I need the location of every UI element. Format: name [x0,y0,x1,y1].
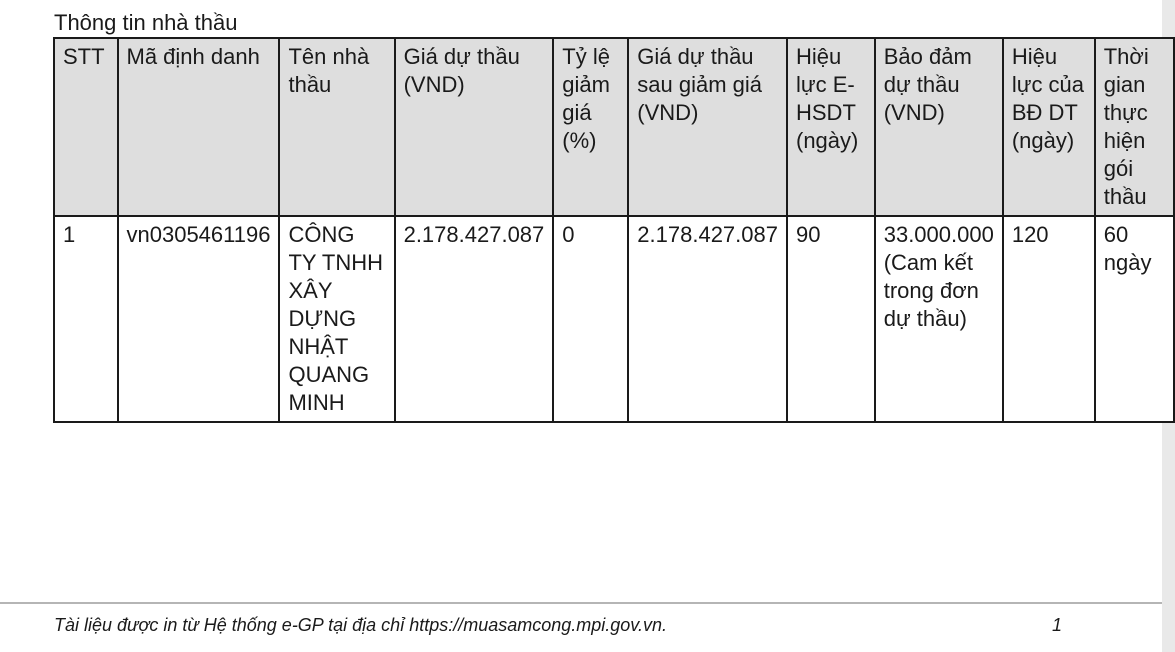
footer-source-note: Tài liệu được in từ Hệ thống e-GP tại địa chỉ https://muasamcong.mpi.gov.vn. [54,615,667,635]
cell-ma-dinh-danh: vn0305461196 [118,216,280,422]
header-ten-nha-thau: Tên nhà thầu [279,38,394,216]
header-thoi-gian-thuc-hien: Thời gian thực hiện gói thầu [1095,38,1174,216]
cell-gia-du-thau: 2.178.427.087 [395,216,554,422]
bidder-info-table [53,37,1175,423]
footer-divider [0,602,1162,604]
page-number: 1 [1052,615,1063,635]
header-hieu-luc-ehsdt: Hiệu lực E-HSDT (ngày) [787,38,875,216]
table-row [54,216,1174,422]
header-gia-sau-giam-gia: Giá dự thầu sau giảm giá (VND) [628,38,787,216]
cell-thoi-gian-thuc-hien: 60 ngày [1095,216,1174,422]
cell-stt: 1 [54,216,118,422]
cell-ty-le-giam-gia: 0 [553,216,628,422]
cell-gia-sau-giam-gia: 2.178.427.087 [628,216,787,422]
header-gia-du-thau: Giá dự thầu (VND) [395,38,554,216]
cell-ten-nha-thau: CÔNG TY TNHH XÂY DỰNG NHẬT QUANG MINH [279,216,394,422]
cell-hieu-luc-bd-dt: 120 [1003,216,1095,422]
header-hieu-luc-bd-dt: Hiệu lực của BĐ DT (ngày) [1003,38,1095,216]
header-bao-dam-du-thau: Bảo đảm dự thầu (VND) [875,38,1003,216]
cell-bao-dam-du-thau: 33.000.000 (Cam kết trong đơn dự thầu) [875,216,1003,422]
header-ma-dinh-danh: Mã định danh [118,38,280,216]
section-title: Thông tin nhà thầu [54,10,238,35]
header-ty-le-giam-gia: Tỷ lệ giảm giá (%) [553,38,628,216]
table-header-row [54,38,1174,216]
cell-hieu-luc-ehsdt: 90 [787,216,875,422]
header-stt: STT [54,38,118,216]
